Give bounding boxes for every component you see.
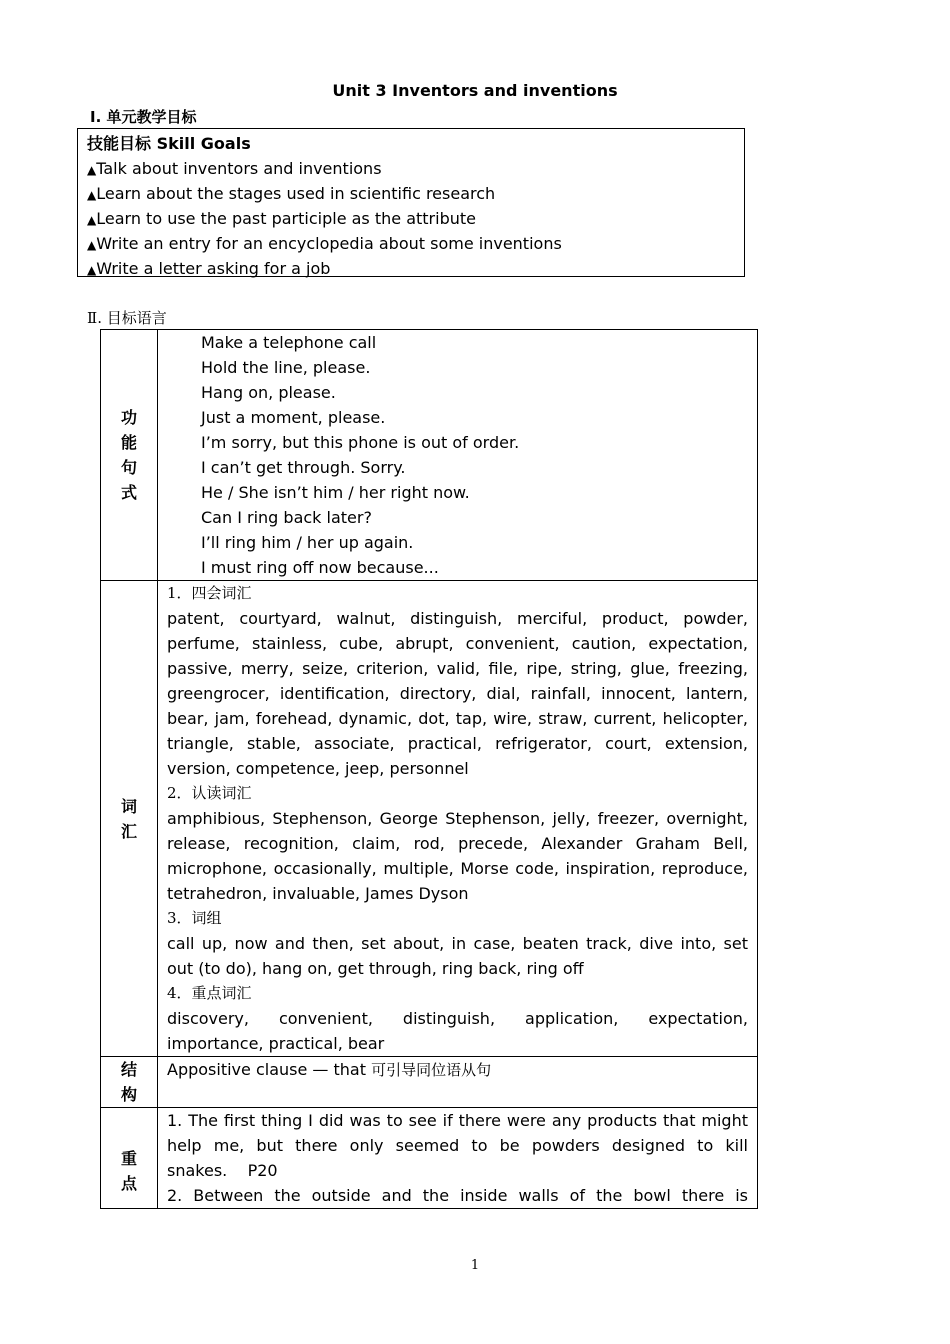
function-sentence: Hang on, please. — [201, 383, 336, 402]
page-number: 1 — [470, 1258, 480, 1273]
vocab-group-heading: 1．四会词汇 — [167, 584, 252, 602]
function-row — [101, 330, 758, 581]
vocabulary-cell — [158, 581, 758, 1057]
function-sentence: Just a moment, please. — [201, 408, 386, 427]
triangle-bullet-icon: ▲ — [87, 163, 97, 177]
document-title: Unit 3 Inventors and inventions — [332, 81, 618, 100]
section-2-heading: Ⅱ. 目标语言 — [87, 309, 167, 327]
structure-row — [101, 1057, 758, 1108]
function-sentence: He / She isn’t him / her right now. — [201, 483, 470, 502]
structure-text-en: Appositive clause — that — [167, 1060, 372, 1079]
vocab-group-text: patent, courtyard, walnut, distinguish, merciful, product, powder, perfume, stainless, cube, abrupt, convenient, caution, expectation, passive, merry, seize, criterion, valid, file, ripe, string, glue, freezing, greengrocer, identification, directory, dial, rainfall, innocent, lantern, bear, jam, forehead, dynamic, dot, tap, wire, straw, current, helicopter, triangle, stable, associate, practical, refrigerator, court, extension, version, competence, jeep, personnel — [167, 609, 748, 778]
key-points-row — [101, 1108, 758, 1209]
function-label: 功 能 句 式 — [101, 330, 158, 581]
section-1-heading: Ⅰ. 单元教学目标 — [90, 108, 197, 126]
vocab-group-text: amphibious, Stephenson, George Stephenson, jelly, freezer, overnight, release, recognition, claim, rod, precede, Alexander Graham Bell, microphone, occasionally, multiple, Morse code, inspiration, reproduce, tetrahedron, invaluable, James Dyson — [167, 809, 748, 903]
function-sentence: Hold the line, please. — [201, 358, 371, 377]
function-sentence: Can I ring back later? — [201, 508, 372, 527]
goal-item: ▲Learn to use the past participle as the attribute — [87, 209, 476, 228]
function-sentence: I must ring off now because... — [201, 558, 439, 577]
vocab-group-text: call up, now and then, set about, in case, beaten track, dive into, set out (to do), hang on, get through, ring back, ring off — [167, 934, 748, 978]
triangle-bullet-icon: ▲ — [87, 213, 97, 227]
function-sentence: I can’t get through. Sorry. — [201, 458, 406, 477]
triangle-bullet-icon: ▲ — [87, 188, 97, 202]
goal-item: ▲Talk about inventors and inventions — [87, 159, 382, 178]
skill-goals-title-en: Skill Goals — [156, 134, 251, 153]
vocab-group-heading: 3．词组 — [167, 909, 222, 927]
vocabulary-label: 词 汇 — [101, 581, 158, 1057]
skill-goals-box — [77, 128, 745, 277]
vocab-group-heading: 4．重点词汇 — [167, 984, 252, 1002]
key-points-label: 重 点 — [101, 1108, 158, 1209]
vocab-group-text: discovery, convenient, distinguish, application, expectation, importance, practical, bear — [167, 1009, 748, 1053]
key-point-item: 1. The first thing I did was to see if there were any products that might help me, but there only seemed to be powders designed to kill snakes. P20 — [167, 1111, 748, 1180]
structure-text-cn: 可引导同位语从句 — [371, 1061, 492, 1079]
goal-item: ▲Learn about the stages used in scientific research — [87, 184, 496, 203]
function-sentence: I’ll ring him / her up again. — [201, 533, 414, 552]
structure-label: 结 构 — [101, 1057, 158, 1108]
key-points-cell — [158, 1108, 758, 1209]
skill-goals-title — [87, 131, 735, 156]
goal-item: ▲Write a letter asking for a job — [87, 259, 331, 278]
goal-item: ▲Write an entry for an encyclopedia about some inventions — [87, 234, 562, 253]
key-point-item: 2. Between the outside and the inside walls of the bowl there is — [167, 1186, 748, 1205]
vocab-group-heading: 2．认读词汇 — [167, 784, 252, 802]
skill-goals-title-cn: 技能目标 — [87, 134, 152, 153]
vocabulary-row — [101, 581, 758, 1057]
function-cell — [158, 330, 758, 581]
triangle-bullet-icon: ▲ — [87, 238, 97, 252]
function-sentence: I’m sorry, but this phone is out of order. — [201, 433, 520, 452]
triangle-bullet-icon: ▲ — [87, 263, 97, 277]
target-language-table — [100, 329, 758, 1209]
function-sentence: Make a telephone call — [201, 333, 377, 352]
structure-cell — [158, 1057, 758, 1108]
